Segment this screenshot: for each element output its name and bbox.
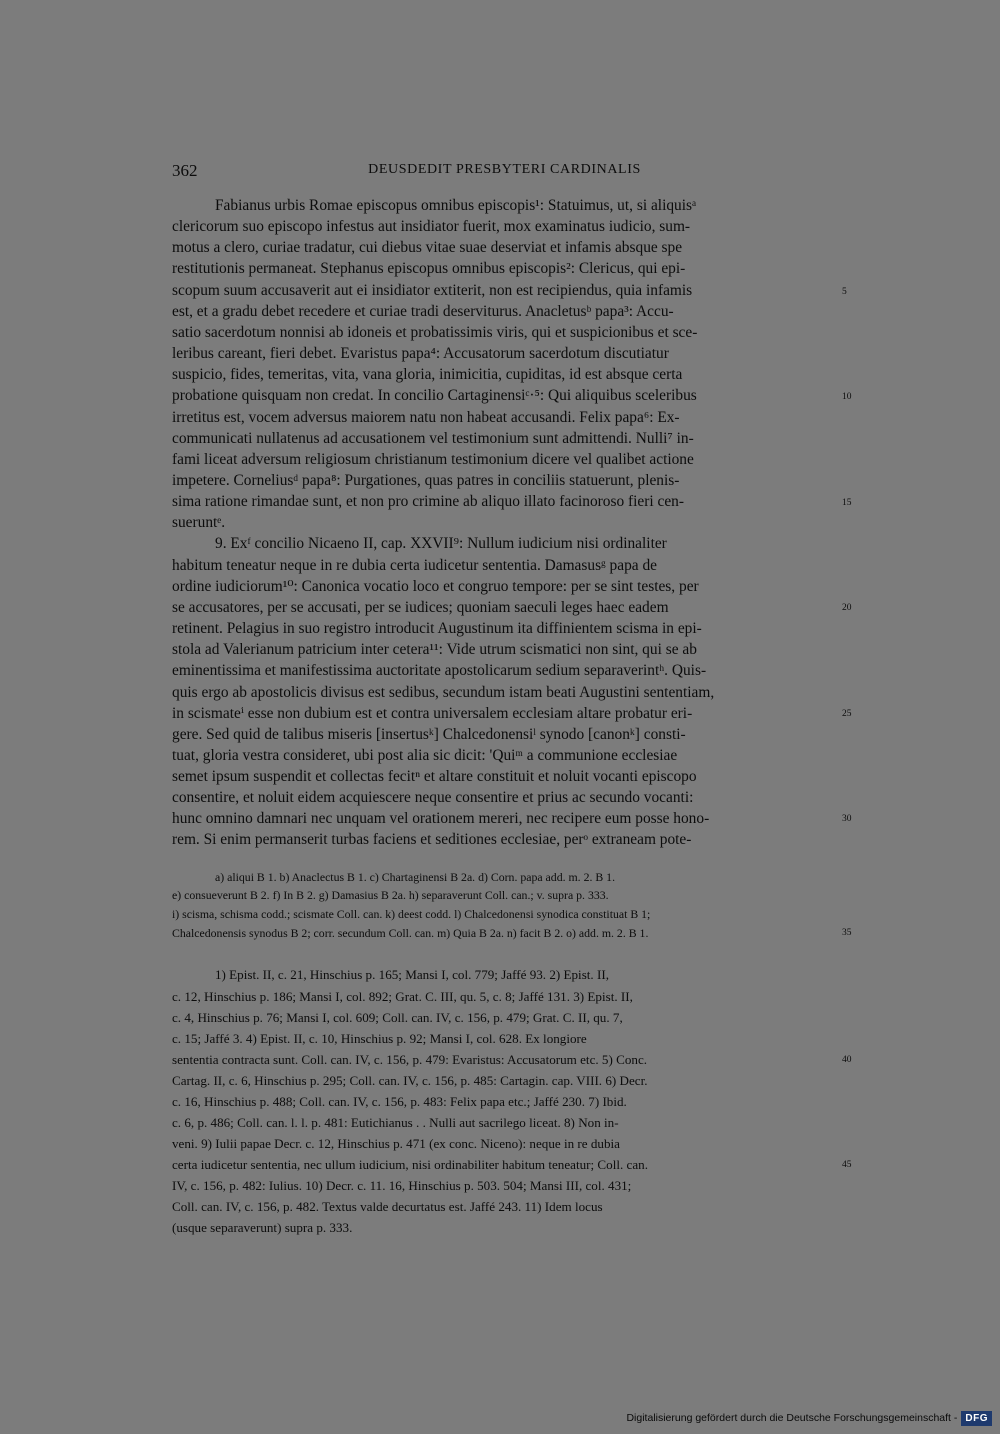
text-line: consentire, et noluit eidem acquiescere neque consentire et prius ac secundo vocanti:: [172, 789, 694, 806]
note-line: 1) Epist. II, c. 21, Hinschius p. 165; Mansi I, col. 779; Jaffé 93. 2) Epist. II,: [215, 967, 609, 982]
text-line: gere. Sed quid de talibus miseris [insertusᵏ] Chalcedonensiˡ synodo [canonᵏ] consti-: [172, 726, 686, 743]
text-line: sima ratione rimandae sunt, et non pro crimine ab aliquo illato facinoroso fieri cen-: [172, 493, 684, 510]
text-line: scopum suum accusaverit aut ei insidiator extiterit, non est recipiendus, quia infamis: [172, 282, 693, 299]
text-line: impetere. Corneliusᵈ papa⁸: Purgationes, quas patres in conciliis statuerunt, plenis-: [172, 472, 680, 489]
running-title: DEUSDEDIT PRESBYTERI CARDINALIS: [368, 162, 641, 177]
text-line: motus a clero, curiae tradatur, cui diebus vitae suae deserviat et infamis absque spe: [172, 239, 683, 256]
text-line: quis ergo ab apostolicis divisus est sedibus, secundum istam beati Augustini sententiam,: [172, 684, 715, 701]
note-line: c. 16, Hinschius p. 488; Coll. can. IV, c. 156, p. 483: Felix papa etc.; Jaffé 230. 7) Ibid.: [172, 1094, 627, 1109]
apparatus-line: i) scisma, schisma codd.; scismate Coll. can. k) deest codd. l) Chalcedonensi synodica constituat B 1;: [172, 907, 651, 921]
note-line: IV, c. 156, p. 482: Iulius. 10) Decr. c. 11. 16, Hinschius p. 503. 504; Mansi III, col. 431;: [172, 1178, 632, 1193]
note-line: c. 4, Hinschius p. 76; Mansi I, col. 609; Coll. can. IV, c. 156, p. 479; Grat. C. II, qu. 7,: [172, 1010, 623, 1025]
text-line: hunc omnino damnari nec unquam vel orationem mereri, nec recipere eum posse hono-: [172, 810, 710, 827]
text-line: est, et a gradu debet recedere et curiae tradi deserviturus. Anacletusᵇ papa³: Accu-: [172, 303, 674, 320]
note-line: c. 15; Jaffé 3. 4) Epist. II, c. 10, Hinschius p. 92; Mansi I, col. 628. Ex longiore: [172, 1031, 587, 1046]
dfg-logo-icon: DFG: [961, 1411, 992, 1426]
line-number: 20: [842, 603, 852, 613]
text-line: restitutionis permaneat. Stephanus episcopus omnibus episcopis²: Clericus, qui epi-: [172, 260, 686, 277]
text-line: stola ad Valerianum patricium inter cetera¹¹: Vide utrum scismatici non sint, qui se ab: [172, 641, 697, 658]
text-line: eminentissima et manifestissima auctoritate apostolicarum sedium separaverintʰ. Quis-: [172, 662, 707, 679]
text-line: sueruntᵉ.: [172, 514, 226, 531]
line-number: 40: [842, 1055, 852, 1065]
note-line: c. 12, Hinschius p. 186; Mansi I, col. 892; Grat. C. III, qu. 5, c. 8; Jaffé 131. 3) Epist. II,: [172, 989, 633, 1004]
text-line: satio sacerdotum nonnisi ab idoneis et probatissimis viris, qui et suspicionibus et sce-: [172, 324, 698, 341]
text-line: habitum teneatur neque in re dubia certa iudicetur sententia. Damasusᵍ papa de: [172, 557, 657, 574]
page-header: [172, 161, 837, 183]
text-line: probatione quisquam non credat. In concilio Cartaginensiᶜ·⁵: Qui aliquibus sceleribus: [172, 387, 697, 404]
text-line: fami liceat adversum religiosum christianum testimonium dicere vel qualibet actione: [172, 451, 694, 468]
funding-notice: Digitalisierung gefördert durch die Deutsche Forschungsgemeinschaft -: [626, 1412, 958, 1424]
text-line: clericorum suo episcopo infestus aut insidiator fuerit, mox examinatus iudicio, sum-: [172, 218, 691, 235]
apparatus-line: Chalcedonensis synodus B 2; corr. secundum Coll. can. m) Quia B 2a. n) facit B 2. o) add. m. 2. B 1.: [172, 926, 649, 940]
line-number: 35: [842, 928, 852, 938]
text-line: leribus careant, fieri debet. Evaristus papa⁴: Accusatorum sacerdotum discutiatur: [172, 345, 669, 362]
note-line: veni. 9) Iulii papae Decr. c. 12, Hinschius p. 471 (ex conc. Niceno): neque in re dubia: [172, 1136, 620, 1151]
text-line: irretitus est, vocem adversus maiorem natu non habeat accusandi. Felix papa⁶: Ex-: [172, 409, 680, 426]
page-number: 362: [172, 161, 198, 180]
line-number: 5: [842, 287, 847, 297]
text-line: Fabianus urbis Romae episcopus omnibus episcopis¹: Statuimus, ut, si aliquisᵃ: [215, 197, 697, 214]
note-line: Cartag. II, c. 6, Hinschius p. 295; Coll. can. IV, c. 156, p. 485: Cartagin. cap. VIII. 6) Decr.: [172, 1073, 648, 1088]
line-number: 25: [842, 709, 852, 719]
line-number: 30: [842, 814, 852, 824]
note-line: Coll. can. IV, c. 156, p. 482. Textus valde decurtatus est. Jaffé 243. 11) Idem locus: [172, 1199, 603, 1214]
digitization-footer: [626, 1408, 992, 1428]
text-line: in scismateⁱ esse non dubium est et contra universalem ecclesiam altare probatur eri-: [172, 705, 693, 722]
line-number: 10: [842, 392, 852, 402]
apparatus-line: a) aliqui B 1. b) Anaclectus B 1. c) Chartaginensi B 2a. d) Corn. papa add. m. 2. B 1.: [215, 870, 616, 884]
note-line: (usque separaverunt) supra p. 333.: [172, 1220, 353, 1235]
line-number: 45: [842, 1160, 852, 1170]
text-line: rem. Si enim permanserit turbas faciens et seditiones ecclesiae, perᵒ extraneam pote-: [172, 831, 692, 848]
text-line: retinent. Pelagius in suo registro introducit Augustinum ita diffinientem scisma in epi-: [172, 620, 702, 637]
text-line: 9. Exᶠ concilio Nicaeno II, cap. XXVII⁹: Nullum iudicium nisi ordinaliter: [215, 535, 667, 552]
text-line: semet ipsum suspendit et collectas fecitⁿ et altare constituit et noluit vocanti episcopo: [172, 768, 697, 785]
note-line: sententia contracta sunt. Coll. can. IV, c. 156, p. 479: Evaristus: Accusatorum etc. 5) Conc.: [172, 1052, 648, 1067]
text-line: ordine iudiciorum¹⁰: Canonica vocatio loco et congruo tempore: per se sint testes, per: [172, 578, 699, 595]
text-line: se accusatores, per se accusati, per se iudices; quoniam saeculi leges haec eadem: [172, 599, 669, 616]
text-line: communicati nullatenus ad accusationem vel testimonium sunt admittendi. Nulli⁷ in-: [172, 430, 694, 447]
note-line: certa iudicetur sententia, nec ullum iudicium, nisi ordinabiliter habitum teneatur; Coll. can.: [172, 1157, 648, 1172]
line-number: 15: [842, 498, 852, 508]
text-line: tuat, gloria vestra consideret, ubi post alia sic dicit: 'Quiᵐ a communione ecclesiae: [172, 747, 678, 764]
apparatus-line: e) consueverunt B 2. f) In B 2. g) Damasius B 2a. h) separaverunt Coll. can.; v. supra p. 333.: [172, 888, 609, 902]
text-line: suspicio, fides, temeritas, vita, vana gloria, inimicitia, cupiditas, id est absque certa: [172, 366, 683, 383]
note-line: c. 6, p. 486; Coll. can. l. l. p. 481: Eutichianus . . Nulli aut sacrilego liceat. 8) Non in-: [172, 1115, 619, 1130]
